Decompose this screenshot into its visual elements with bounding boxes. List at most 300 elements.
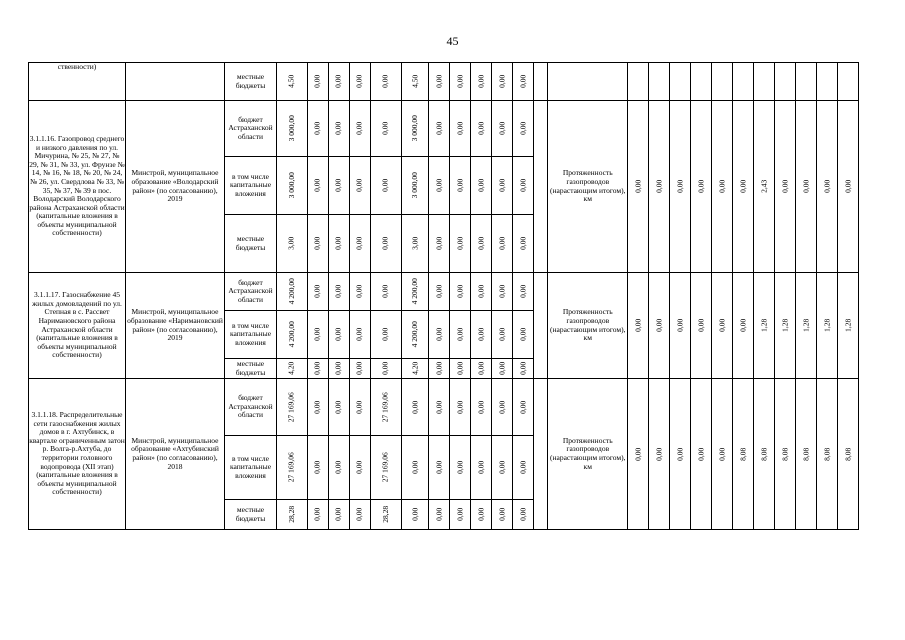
indicator-value: 8,08: [821, 447, 831, 461]
funding-value: 0,00: [517, 178, 527, 193]
indicator-value-cell: [775, 63, 796, 101]
indicator-value-cell: [733, 63, 754, 101]
funding-value-cell: [513, 273, 534, 311]
funding-value-cell: [402, 379, 429, 436]
indicator-value-cell: [712, 63, 733, 101]
funding-value: 0,00: [333, 507, 343, 522]
funding-value-cell: [329, 273, 350, 311]
indicator-value: 1,28: [779, 318, 789, 333]
indicator-value-cell: [754, 379, 775, 530]
indicator-value: 0,00: [632, 318, 642, 333]
funding-value-cell: [471, 359, 492, 379]
indicator-value-cell: [691, 101, 712, 273]
indicator-value-cell: [817, 273, 838, 379]
funding-value: 4,50: [286, 74, 296, 89]
project-executor: Минстрой, муниципальное образование «Ахтубинский район» (по согласованию), 2018: [126, 379, 225, 530]
funding-value-cell: [350, 215, 371, 273]
funding-value-cell: [513, 359, 534, 379]
funding-value: 28,28: [286, 506, 296, 523]
funding-source: бюджет Астраханской области: [225, 101, 277, 157]
funding-value-cell: [371, 379, 402, 436]
funding-value: 0,00: [517, 507, 527, 522]
funding-value: 3 000,00: [409, 115, 419, 142]
funding-value-cell: [513, 63, 534, 101]
funding-value: 0,00: [475, 178, 485, 193]
spacer-cell: [534, 101, 548, 273]
funding-value: 0,00: [517, 236, 527, 251]
funding-value-cell: [350, 101, 371, 157]
funding-value: 3,00: [286, 236, 296, 251]
funding-value: 0,00: [354, 74, 364, 89]
funding-value: 4 200,00: [286, 278, 296, 305]
funding-value: 0,00: [496, 460, 506, 475]
funding-value-cell: [450, 436, 471, 500]
indicator-value-cell: [754, 63, 775, 101]
funding-value: 0,00: [517, 400, 527, 414]
indicator-value-cell: [733, 273, 754, 379]
funding-value: 27 169,06: [380, 452, 390, 483]
indicator-value-cell: [754, 273, 775, 379]
funding-value: 0,00: [475, 400, 485, 414]
indicator-value-cell: [817, 379, 838, 530]
funding-value: 28,28: [380, 506, 390, 523]
funding-value: 0,00: [475, 121, 485, 136]
funding-value-cell: [429, 359, 450, 379]
funding-value-cell: [492, 379, 513, 436]
funding-value-cell: [371, 157, 402, 215]
funding-value: 0,00: [354, 284, 364, 299]
funding-value: 0,00: [380, 121, 390, 136]
funding-value: 4,20: [409, 361, 419, 376]
funding-value-cell: [350, 273, 371, 311]
indicator-value-cell: [670, 63, 691, 101]
funding-value: 0,00: [333, 284, 343, 299]
funding-value-cell: [308, 379, 329, 436]
funding-value-cell: [450, 273, 471, 311]
funding-value-cell: [371, 359, 402, 379]
funding-value: 0,00: [475, 284, 485, 299]
indicator-value-cell: [691, 379, 712, 530]
program-table: [28, 62, 859, 530]
funding-value: 0,00: [354, 327, 364, 342]
funding-value-cell: [308, 500, 329, 530]
indicator-cell: [548, 63, 628, 101]
funding-value: 3 000,00: [286, 115, 296, 142]
funding-value: 0,00: [333, 236, 343, 251]
funding-value: 4 200,00: [409, 321, 419, 348]
indicator-value-cell: [649, 379, 670, 530]
funding-value: 0,00: [496, 327, 506, 342]
funding-value: 0,00: [333, 361, 343, 376]
indicator-value-cell: [775, 273, 796, 379]
funding-value-cell: [350, 311, 371, 359]
funding-value-cell: [350, 157, 371, 215]
indicator-value-cell: [838, 101, 859, 273]
funding-value-cell: [429, 379, 450, 436]
funding-value-cell: [329, 379, 350, 436]
indicator-value: 0,00: [695, 179, 705, 194]
funding-value-cell: [308, 101, 329, 157]
funding-value: 4,20: [286, 361, 296, 376]
indicator-value-cell: [691, 273, 712, 379]
indicator-value: 1,28: [758, 318, 768, 333]
funding-value-cell: [429, 101, 450, 157]
funding-value: 0,00: [333, 460, 343, 475]
indicator-value-cell: [733, 379, 754, 530]
indicator-value: 0,00: [842, 179, 852, 194]
indicator-value: 0,00: [695, 447, 705, 461]
funding-value: 0,00: [312, 400, 322, 414]
funding-value: 3,00: [409, 236, 419, 251]
funding-value-cell: [308, 63, 329, 101]
funding-value-cell: [492, 101, 513, 157]
funding-value: 0,00: [517, 327, 527, 342]
funding-value: 0,00: [475, 507, 485, 522]
funding-value: 0,00: [454, 74, 464, 89]
funding-value-cell: [371, 311, 402, 359]
project-title: 3.1.1.17. Газоснабжение 45 жилых домовладений по ул. Степная в с. Рассвет Наримановского района Астраханской области (капитальные вложения в объекты муниципальной собственности): [29, 273, 126, 379]
funding-value-cell: [329, 311, 350, 359]
funding-value: 0,00: [475, 460, 485, 475]
funding-value: 0,00: [380, 284, 390, 299]
funding-value: 0,00: [496, 284, 506, 299]
project-title: 3.1.1.18. Распределительные сети газоснабжения жилых домов в г. Ахтубинск, в квартале ограниченным затон р. Волга-р.Ахтуба, до территории головного водопровода (XII этап) (капитальные вложения в объекты муниципальной собственности): [29, 379, 126, 530]
funding-value-cell: [450, 500, 471, 530]
funding-value-cell: [450, 215, 471, 273]
funding-value-cell: [277, 500, 308, 530]
project-executor: Минстрой, муниципальное образование «Володарский район» (по согласованию), 2019: [126, 101, 225, 273]
funding-value-cell: [402, 63, 429, 101]
funding-value-cell: [329, 101, 350, 157]
funding-value-cell: [513, 215, 534, 273]
funding-value: 4 200,00: [286, 321, 296, 348]
funding-value: 0,00: [333, 74, 343, 89]
funding-value-cell: [492, 500, 513, 530]
funding-value: 0,00: [354, 507, 364, 522]
funding-value-cell: [350, 63, 371, 101]
spacer-cell: [534, 63, 548, 101]
funding-value: 0,00: [409, 400, 419, 414]
indicator-value-cell: [649, 63, 670, 101]
funding-value: 0,00: [475, 74, 485, 89]
funding-value-cell: [402, 359, 429, 379]
funding-value-cell: [277, 157, 308, 215]
funding-value: 0,00: [312, 460, 322, 475]
indicator-value-cell: [649, 273, 670, 379]
funding-source: местные бюджеты: [225, 63, 277, 101]
funding-value: 0,00: [354, 121, 364, 136]
funding-value-cell: [471, 157, 492, 215]
funding-value: 0,00: [475, 361, 485, 376]
indicator-value-cell: [838, 379, 859, 530]
indicator-value-cell: [649, 101, 670, 273]
funding-value-cell: [429, 500, 450, 530]
funding-value: 0,00: [517, 74, 527, 89]
funding-value: 0,00: [354, 178, 364, 193]
indicator-value: 0,00: [653, 179, 663, 194]
funding-value-cell: [277, 359, 308, 379]
indicator-value: 1,28: [842, 318, 852, 333]
funding-value-cell: [277, 215, 308, 273]
funding-value: 0,00: [454, 121, 464, 136]
indicator-value: 0,00: [737, 318, 747, 333]
funding-value-cell: [308, 157, 329, 215]
project-executor: Минстрой, муниципальное образование «Наримановский район» (по согласованию), 2019: [126, 273, 225, 379]
funding-value: 0,00: [433, 236, 443, 251]
indicator-value: 8,08: [800, 447, 810, 461]
funding-value: 4,50: [409, 74, 419, 89]
funding-value: 0,00: [496, 507, 506, 522]
funding-value-cell: [471, 215, 492, 273]
indicator-value: 8,08: [842, 447, 852, 461]
page-number: 45: [446, 34, 459, 48]
funding-value: 0,00: [433, 74, 443, 89]
funding-value-cell: [513, 101, 534, 157]
funding-value: 0,00: [354, 236, 364, 251]
funding-value-cell: [402, 311, 429, 359]
funding-value: 0,00: [496, 74, 506, 89]
indicator-value-cell: [817, 63, 838, 101]
funding-value-cell: [471, 311, 492, 359]
funding-value-cell: [402, 273, 429, 311]
funding-value-cell: [350, 500, 371, 530]
funding-value-cell: [450, 101, 471, 157]
funding-value-cell: [277, 273, 308, 311]
funding-value: 0,00: [312, 121, 322, 136]
funding-value: 3 000,00: [409, 172, 419, 199]
funding-value-cell: [277, 436, 308, 500]
funding-value: 0,00: [333, 121, 343, 136]
funding-value-cell: [402, 215, 429, 273]
funding-value-cell: [471, 63, 492, 101]
indicator-value-cell: [775, 379, 796, 530]
indicator-value-cell: [691, 63, 712, 101]
funding-value: 0,00: [475, 327, 485, 342]
funding-value-cell: [450, 63, 471, 101]
indicator-value-cell: [712, 273, 733, 379]
funding-value: 0,00: [312, 178, 322, 193]
indicator-value-cell: [670, 101, 691, 273]
indicator-value-cell: [628, 273, 649, 379]
funding-value: 0,00: [409, 507, 419, 522]
funding-value-cell: [308, 311, 329, 359]
funding-value: 27 169,06: [286, 392, 296, 422]
indicator-value-cell: [733, 101, 754, 273]
funding-value-cell: [350, 379, 371, 436]
project-title: ственности): [29, 63, 126, 101]
indicator-value: 0,00: [800, 179, 810, 194]
indicator-value-cell: [712, 379, 733, 530]
funding-source: бюджет Астраханской области: [225, 273, 277, 311]
funding-source: в том числе капитальные вложения: [225, 311, 277, 359]
funding-value: 0,00: [354, 460, 364, 475]
funding-value-cell: [450, 359, 471, 379]
funding-value-cell: [429, 436, 450, 500]
indicator-value-cell: [838, 273, 859, 379]
funding-value-cell: [329, 157, 350, 215]
funding-value: 0,00: [380, 236, 390, 251]
indicator-value: 0,00: [674, 179, 684, 194]
funding-value: 0,00: [454, 361, 464, 376]
table-row: [29, 379, 859, 436]
funding-value-cell: [371, 101, 402, 157]
funding-value-cell: [371, 436, 402, 500]
funding-value: 0,00: [433, 327, 443, 342]
funding-value-cell: [277, 379, 308, 436]
funding-value-cell: [492, 311, 513, 359]
indicator-value: 0,00: [716, 179, 726, 194]
funding-value: 0,00: [333, 327, 343, 342]
indicator-value: 0,00: [737, 179, 747, 194]
indicator-value-cell: [796, 379, 817, 530]
indicator-name: Протяженность газопроводов (нарастающим итогом), км: [548, 273, 628, 379]
funding-value-cell: [402, 500, 429, 530]
funding-value-cell: [402, 436, 429, 500]
funding-value-cell: [492, 215, 513, 273]
funding-value-cell: [513, 311, 534, 359]
indicator-value: 8,08: [737, 447, 747, 461]
indicator-value: 8,08: [779, 447, 789, 461]
funding-value: 0,00: [454, 178, 464, 193]
indicator-value: 0,00: [716, 318, 726, 333]
table-row: [29, 101, 859, 157]
spacer-cell: [534, 379, 548, 530]
funding-value: 0,00: [380, 178, 390, 193]
funding-value: 0,00: [433, 460, 443, 475]
funding-value: 0,00: [517, 284, 527, 299]
funding-value-cell: [471, 273, 492, 311]
funding-value: 0,00: [496, 178, 506, 193]
funding-value-cell: [429, 311, 450, 359]
funding-value-cell: [471, 436, 492, 500]
funding-value: 0,00: [433, 178, 443, 193]
indicator-value-cell: [628, 101, 649, 273]
indicator-value-cell: [796, 63, 817, 101]
funding-value-cell: [513, 500, 534, 530]
funding-value-cell: [429, 273, 450, 311]
funding-value: 0,00: [312, 327, 322, 342]
indicator-value: 0,00: [674, 318, 684, 333]
funding-value: 0,00: [312, 284, 322, 299]
indicator-value-cell: [628, 379, 649, 530]
indicator-value-cell: [775, 101, 796, 273]
indicator-value: 0,00: [674, 447, 684, 461]
funding-value: 0,00: [433, 361, 443, 376]
indicator-value-cell: [670, 379, 691, 530]
funding-value-cell: [471, 500, 492, 530]
funding-value: 0,00: [475, 236, 485, 251]
funding-value: 0,00: [454, 400, 464, 414]
indicator-value-cell: [754, 101, 775, 273]
funding-value-cell: [402, 101, 429, 157]
funding-value: 0,00: [433, 400, 443, 414]
funding-value: 0,00: [333, 178, 343, 193]
funding-value: 0,00: [433, 507, 443, 522]
indicator-value: 0,00: [695, 318, 705, 333]
indicator-value: 0,00: [632, 447, 642, 461]
indicator-value: 0,00: [632, 179, 642, 194]
funding-value: 3 000,00: [286, 172, 296, 199]
funding-value-cell: [329, 436, 350, 500]
table-row: [29, 273, 859, 311]
funding-value: 0,00: [454, 460, 464, 475]
spacer-cell: [534, 273, 548, 379]
indicator-value: 0,00: [821, 179, 831, 194]
funding-value-cell: [277, 101, 308, 157]
indicator-value-cell: [838, 63, 859, 101]
funding-value-cell: [277, 311, 308, 359]
indicator-value-cell: [796, 273, 817, 379]
funding-source: бюджет Астраханской области: [225, 379, 277, 436]
funding-value-cell: [450, 379, 471, 436]
indicator-value: 8,08: [758, 447, 768, 461]
funding-value: 0,00: [380, 327, 390, 342]
indicator-value: 1,28: [800, 318, 810, 333]
funding-value: 0,00: [380, 361, 390, 376]
funding-value: 0,00: [312, 361, 322, 376]
funding-value-cell: [350, 436, 371, 500]
funding-value: 0,00: [312, 507, 322, 522]
funding-value-cell: [350, 359, 371, 379]
funding-value: 0,00: [454, 236, 464, 251]
funding-value-cell: [371, 273, 402, 311]
funding-value-cell: [471, 379, 492, 436]
funding-value-cell: [429, 157, 450, 215]
funding-source: местные бюджеты: [225, 500, 277, 530]
indicator-value-cell: [796, 101, 817, 273]
funding-value-cell: [450, 157, 471, 215]
indicator-name: Протяженность газопроводов (нарастающим итогом), км: [548, 379, 628, 530]
indicator-name: Протяженность газопроводов (нарастающим итогом), км: [548, 101, 628, 273]
funding-value-cell: [492, 359, 513, 379]
project-title: 3.1.1.16. Газопровод среднего и низкого давления по ул. Мичурина, № 25, № 27, № 29, № 31, № 33, ул. Фрунзе № 14, № 16, № 18, № 20, № 24, № 26, ул. Свердлова № 33, № 35, № 37, № 39 в пос. Володарский Володарского района Астраханской области (капитальные вложения в объекты муниципальной собственности): [29, 101, 126, 273]
funding-value-cell: [492, 436, 513, 500]
funding-value-cell: [492, 273, 513, 311]
funding-value-cell: [429, 215, 450, 273]
funding-value: 27 169,06: [380, 392, 390, 422]
funding-value: 0,00: [454, 507, 464, 522]
executor-cell: [126, 63, 225, 101]
table-row: [29, 63, 859, 101]
funding-value-cell: [308, 273, 329, 311]
funding-value: 0,00: [496, 361, 506, 376]
indicator-value-cell: [628, 63, 649, 101]
funding-value-cell: [308, 359, 329, 379]
funding-value: 27 169,06: [286, 452, 296, 483]
funding-value: 0,00: [354, 361, 364, 376]
funding-value-cell: [329, 63, 350, 101]
funding-value-cell: [402, 157, 429, 215]
funding-value: 0,00: [409, 460, 419, 475]
funding-source: в том числе капитальные вложения: [225, 436, 277, 500]
funding-value: 0,00: [496, 121, 506, 136]
funding-value-cell: [277, 63, 308, 101]
funding-value-cell: [308, 215, 329, 273]
indicator-value: 0,00: [653, 318, 663, 333]
funding-value: 0,00: [454, 327, 464, 342]
funding-value-cell: [371, 500, 402, 530]
funding-source: местные бюджеты: [225, 215, 277, 273]
funding-source: местные бюджеты: [225, 359, 277, 379]
indicator-value-cell: [712, 101, 733, 273]
funding-value-cell: [371, 215, 402, 273]
funding-value: 0,00: [454, 284, 464, 299]
funding-value-cell: [371, 63, 402, 101]
funding-value-cell: [492, 157, 513, 215]
indicator-value: 0,00: [653, 447, 663, 461]
funding-value: 0,00: [496, 400, 506, 414]
funding-value: 0,00: [333, 400, 343, 414]
